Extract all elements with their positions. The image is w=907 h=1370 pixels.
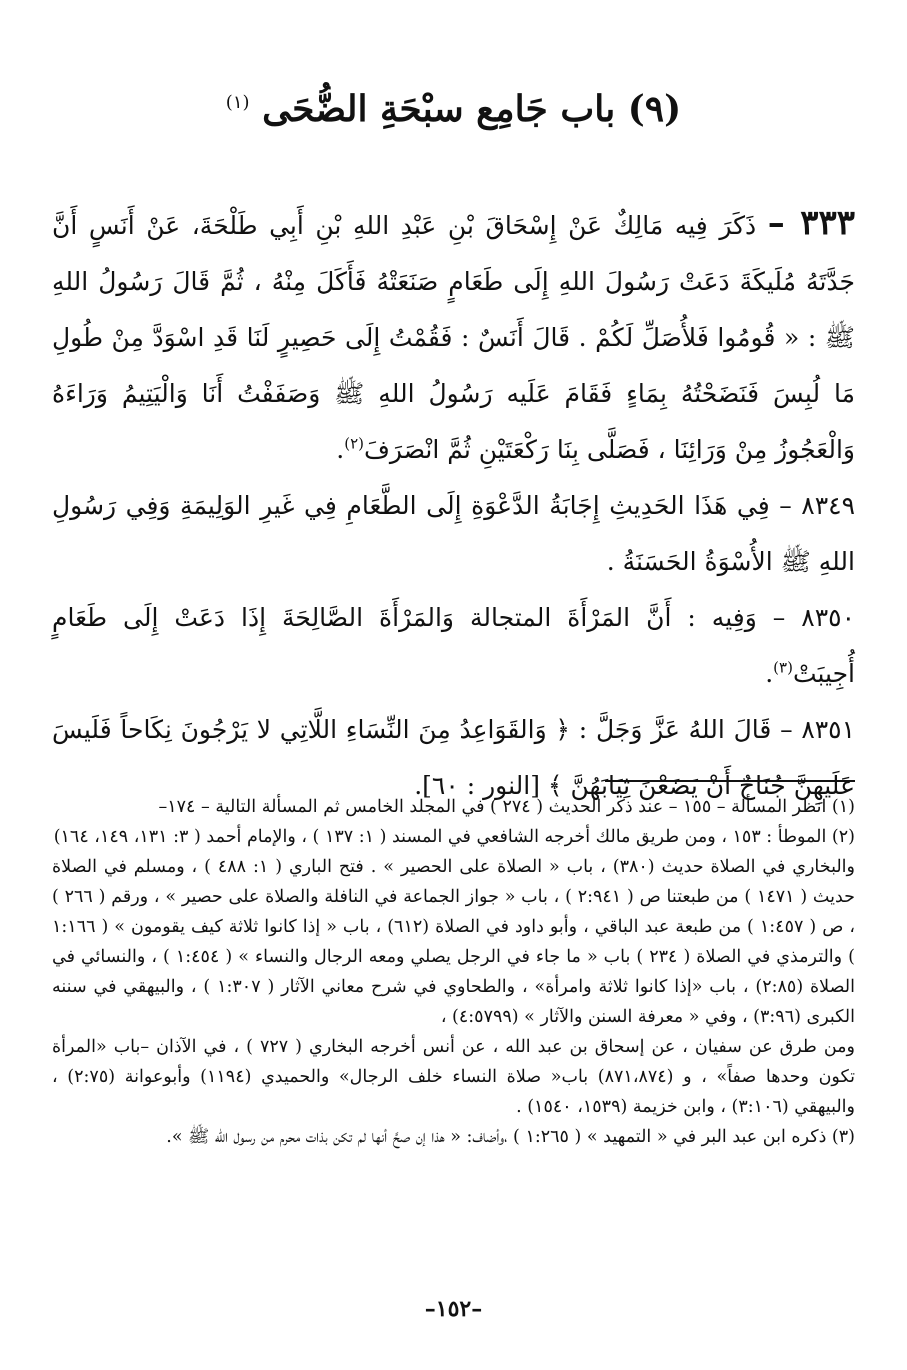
issue-number: ٨٣٥١ – [780,715,856,744]
paragraph-8349 [52,478,855,590]
footnotes [52,792,855,1152]
issue-text: قَالَ اللهُ عَزَّ وَجَلَّ : [578,715,772,744]
footnote-3: (٣) ذكره ابن عبد البر في « التمهيد » ( ١:٢٦٥ ) ،وأضاف: « هذا إن صحَّ أنها لم تكن بذات محرم من رسول الله ﷺ ». [166,1127,855,1147]
main-text [52,195,855,814]
footnote-2: (٢) الموطأ : ١٥٣ ، ومن طريق مالك أخرجه الشافعي في المسند ( ١: ١٣٧ ) ، والإمام أحمد ( ٣: ١٣١، ١٤٩، ١٦٤) [53,827,855,847]
footnote-1: (١) انظر المسألة – ١٥٥ – عند ذكر الحديث ( ٢٧٤ ) في المجلد الخامس ثم المسألة التالية – ١٧٤– [158,797,855,817]
footnote-2-continued: والبخاري في الصلاة حديث (٣٨٠) ، باب « الصلاة على الحصير » . فتح الباري ( ١: ٤٨٨ ) ، ومسلم في الصلاة حديث ( ١٤٧١ ) من طبعتنا ص ( ٢:٩٤١ ) ، باب « جواز الجماعة في النافلة والصلاة على حصير » ، ورقم ( ٢٦٦ ) ، ص ( ١:٤٥٧ ) من طبعة عبد الباقي ، وأبو داود في الصلاة (٦١٢) ، باب « إذا كانوا ثلاثة كيف يقومون » ( ١:١٦٦ ) والترمذي في الصلاة ( ٢٣٤ ) باب « ما جاء في الرجل يصلي ومعه الرجال والنساء » ( ١:٤٥٤ ) ، والنسائي في الصلاة (٢:٨٥) ، باب «إذا كانوا ثلاثة وامرأة» ، والطحاوي في شرح معاني الآثار ( ١:٣٠٧ ) ، والبيهقي في سننه الكبرى (٣:٩٦) ، وفي « معرفة السنن والآثار » (٤:٥٧٩٩) ، [52,857,855,1027]
page-number: –١٥٢– [424,1296,483,1322]
issue-number: ٨٣٤٩ – [779,491,856,520]
issue-number: ٨٣٥٠ – [772,603,855,632]
verse-citation: [النور : ٦٠]. [414,771,540,800]
issue-text: فِي هَذَا الحَدِيثِ إِجَابَةُ الدَّعْوَةِ إِلَى الطَّعَامِ فِي غَيرِ الوَلِيمَةِ وَفِي رَسُولِ اللهِ ﷺ الأُسْوَةُ الحَسَنَةُ . [52,491,855,576]
footnote-separator [605,780,855,782]
paragraph-333: ٣٣٣ – ذَكَرَ فِيه مَالِكٌ عَنْ إِسْحَاقَ بْنِ عَبْدِ اللهِ بْنِ أَبِي طَلْحَةَ، عَنْ أَنَسٍ أَنَّ جَدَّتَهُ مُلَيكَةَ دَعَتْ رَسُولَ اللهِ إِلَى طَعَامٍ صَنَعَتْهُ فَأَكَلَ مِنْهُ ، ثُمَّ قَالَ رَسُولُ اللهِ ﷺ : « قُومُوا فَلأُصَلِّ لَكُمْ . قَالَ أَنَسٌ : فَقُمْتُ إِلَى حَصِيرٍ لَنَا قَدِ اسْوَدَّ مِنْ طُولِ مَا لُبِسَ فَنَضَحْتُهُ بِمَاءٍ فَقَامَ عَلَيه رَسُولُ اللهِ ﷺ وَصَفَفْتُ أَنَا وَالْيَتِيمُ وَرَاءَهُ وَالْعَجُوزُ مِنْ وَرَائِنَا ، فَصَلَّى بِنَا رَكْعَتَيْنِ ثُمَّ انْصَرَفَ$^{(٢)}$. [52,203,855,464]
paragraph-8350: ٨٣٥٠ – وَفِيه : أَنَّ المَرْأَةَ المتجالة وَالمَرْأَةَ الصَّالِحَةَ إِذَا دَعَتْ إِلَى طَعَامٍ أُجِيبَتْ$^{(٣)}$. [52,603,855,688]
hadith-number: ٣٣٣ – [767,203,855,243]
chapter-title [0,78,907,134]
footnote-ref-2: (٢) [344,434,364,453]
footnote-ref-1: (١) [225,92,250,113]
issue-text: وَفِيه : أَنَّ المَرْأَةَ المتجالة وَالمَرْأَةَ الصَّالِحَةَ إِذَا دَعَتْ إِلَى طَعَامٍ أُجِيبَتْ [52,603,855,688]
quran-verse: ﴿ وَالقَوَاعِدُ مِنَ النِّسَاءِ اللَّاتِي لا يَرْجُونَ نِكَاحاً فَلَيسَ عَلَيهِنَّ جُنَاحٌ أَنْ يَضَعْنَ ثِيَابَهُنَّ ﴾ [52,715,855,800]
chapter-title-text: (٩) باب جَامِع سبْحَةِ الضُّحَى [262,88,682,130]
footnote-ref-3: (٣) [773,658,793,677]
hadith-text: ذَكَرَ فِيه مَالِكٌ عَنْ إِسْحَاقَ بْنِ عَبْدِ اللهِ بْنِ أَبِي طَلْحَةَ، عَنْ أَنَسٍ أَنَّ جَدَّتَهُ مُلَيكَةَ دَعَتْ رَسُولَ اللهِ إِلَى طَعَامٍ صَنَعَتْهُ فَأَكَلَ مِنْهُ ، ثُمَّ قَالَ رَسُولُ اللهِ ﷺ : « قُومُوا فَلأُصَلِّ لَكُمْ . قَالَ أَنَسٌ : فَقُمْتُ إِلَى حَصِيرٍ لَنَا قَدِ اسْوَدَّ مِنْ طُولِ مَا لُبِسَ فَنَضَحْتُهُ بِمَاءٍ فَقَامَ عَلَيه رَسُولُ اللهِ ﷺ وَصَفَفْتُ أَنَا وَالْيَتِيمُ وَرَاءَهُ وَالْعَجُوزُ مِنْ وَرَائِنَا ، فَصَلَّى بِنَا رَكْعَتَيْنِ ثُمَّ انْصَرَفَ [52,211,855,464]
footnote-2-continued: ومن طرق عن سفيان ، عن إسحاق بن عبد الله ، عن أنس أخرجه البخاري ( ٧٢٧ ) ، في الآذان –باب «المرأة تكون وحدها صفاً» ، و (٨٧١،٨٧٤) باب« صلاة النساء خلف الرجال» والحميدي (١١٩٤) وأبوعوانة (٢:٧٥) ، والبيهقي (٣:١٠٦) ، وابن خزيمة (١٥٣٩، ١٥٤٠) . [52,1037,855,1117]
